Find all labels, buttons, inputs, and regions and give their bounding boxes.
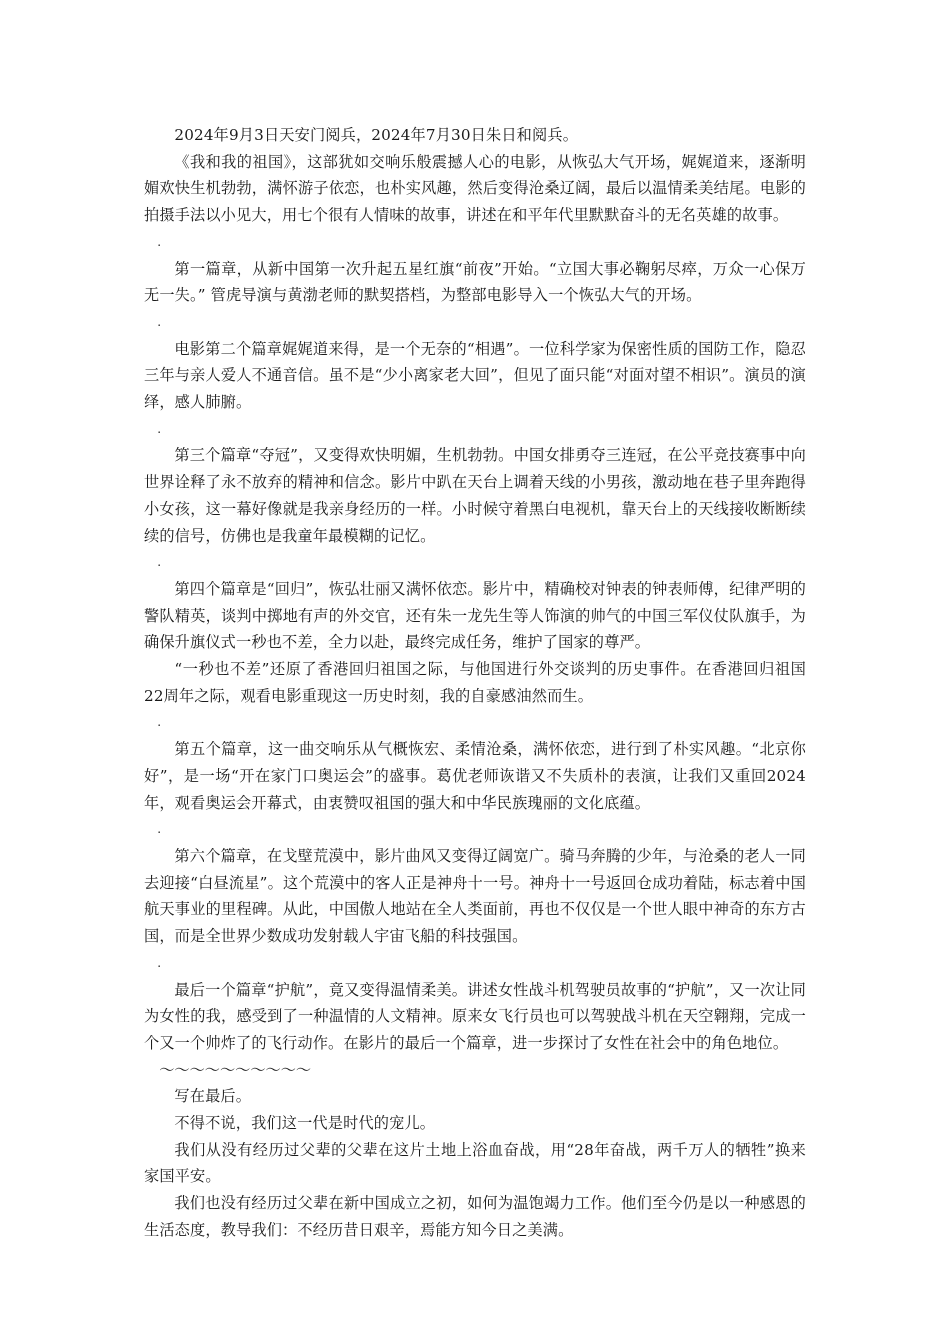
- paragraph-intro: 《我和我的祖国》，这部犹如交响乐般震撼人心的电影，从恢弘大气开场，娓娓道来，逐渐明媚欢快生机勃勃，满怀游子依恋，也朴实风趣，然后变得沧桑辽阔，最后以温情柔美结尾。电影的拍摄手法以小见大，用七个很有人情味的故事，讲述在和平年代里默默奋斗的无名英雄的故事。: [144, 152, 806, 225]
- paragraph-parade-dates: 2024年9月3日天安门阅兵，2024年7月30日朱日和阅兵。: [174, 126, 579, 144]
- paragraph-chapter-4: 第四个篇章是“回归”，恢弘壮丽又满怀依恋。影片中，精确校对钟表的钟表师傅，纪律严明的警队精英，谈判中掷地有声的外交官，还有朱一龙先生等人饰演的帅气的中国三军仪仗队旗手，为确保升旗仪式一秒也不差，全力以赴，最终完成任务，维护了国家的尊严。: [144, 579, 806, 652]
- separator-dot: .: [157, 314, 162, 329]
- tilde-divider: ～～～～～～～～～～: [159, 1060, 312, 1079]
- separator-dot: .: [157, 715, 162, 730]
- separator-dot: .: [157, 555, 162, 570]
- paragraph-closing-2: 我们从没有经历过父辈的父辈在这片土地上浴血奋战，用“28年奋战，两千万人的牺牲”换来家国平安。: [144, 1140, 806, 1186]
- article-body: [144, 122, 806, 1244]
- paragraph-closing-3: 我们也没有经历过父辈在新中国成立之初，如何为温饱竭力工作。他们至今仍是以一种感恩的生活态度，教导我们：不经历昔日艰辛，焉能方知今日之美满。: [144, 1194, 806, 1239]
- separator-dot: .: [157, 822, 162, 837]
- separator-dot: .: [157, 421, 162, 436]
- paragraph-chapter-5: 第五个篇章，这一曲交响乐从气概恢宏、柔情沧桑，满怀依恋，进行到了朴实风趣。“北京你好”，是一场“开在家门口奥运会”的盛事。葛优老师诙谐又不失质朴的表演，让我们又重回2024年，观看奥运会开幕式，由衷赞叹祖国的强大和中华民族瑰丽的文化底蕴。: [144, 740, 806, 812]
- separator-dot: .: [157, 955, 162, 970]
- paragraph-chapter-7: 最后一个篇章“护航”，竟又变得温情柔美。讲述女性战斗机驾驶员故事的“护航”，又一次让同为女性的我，感受到了一种温情的人文精神。原来女飞行员也可以驾驶战斗机在天空翱翔，完成一个又一个帅炸了的飞行动作。在影片的最后一个篇章，进一步探讨了女性在社会中的角色地位。: [144, 980, 806, 1052]
- paragraph-chapter-1: 第一篇章，从新中国第一次升起五星红旗“前夜”开始。“立国大事必鞠躬尽瘁，万众一心保万无一失。” 管虎导演与黄渤老师的默契搭档，为整部电影导入一个恢弘大气的开场。: [144, 259, 806, 305]
- paragraph-chapter-2: 电影第二个篇章娓娓道来得，是一个无奈的“相遇”。一位科学家为保密性质的国防工作，隐忍三年与亲人爱人不通音信。虽不是“少小离家老大回”，但见了面只能“对面对望不相识”。演员的演绎，感人肺腑。: [144, 339, 806, 412]
- paragraph-closing-heading: 写在最后。: [174, 1087, 252, 1106]
- paragraph-chapter-6: 第六个篇章，在戈壁荒漠中，影片曲风又变得辽阔宽广。骑马奔腾的少年，与沧桑的老人一同去迎接“白昼流星”。这个荒漠中的客人正是神舟十一号。神舟十一号返回仓成功着陆，标志着中国航天事业的里程碑。从此，中国傲人地站在全人类面前，再也不仅仅是一个世人眼中神奇的东方古国，而是全世界少数成功发射载人宇宙飞船的科技强国。: [144, 846, 806, 946]
- paragraph-chapter-4-cont: “一秒也不差”还原了香港回归祖国之际，与他国进行外交谈判的历史事件。在香港回归祖国22周年之际，观看电影重现这一历史时刻，我的自豪感油然而生。: [144, 660, 806, 705]
- paragraph-chapter-3: 第三个篇章“夺冠”，又变得欢快明媚，生机勃勃。中国女排勇夺三连冠，在公平竞技赛事中向世界诠释了永不放弃的精神和信念。影片中趴在天台上调着天线的小男孩，激动地在巷子里奔跑得小女孩，这一幕好像就是我亲身经历的一样。小时候守着黑白电视机，靠天台上的天线接收断断续续的信号，仿佛也是我童年最模糊的记忆。: [144, 446, 806, 545]
- paragraph-closing-1: 不得不说，我们这一代是时代的宠儿。: [174, 1114, 436, 1133]
- separator-dot: .: [157, 234, 162, 249]
